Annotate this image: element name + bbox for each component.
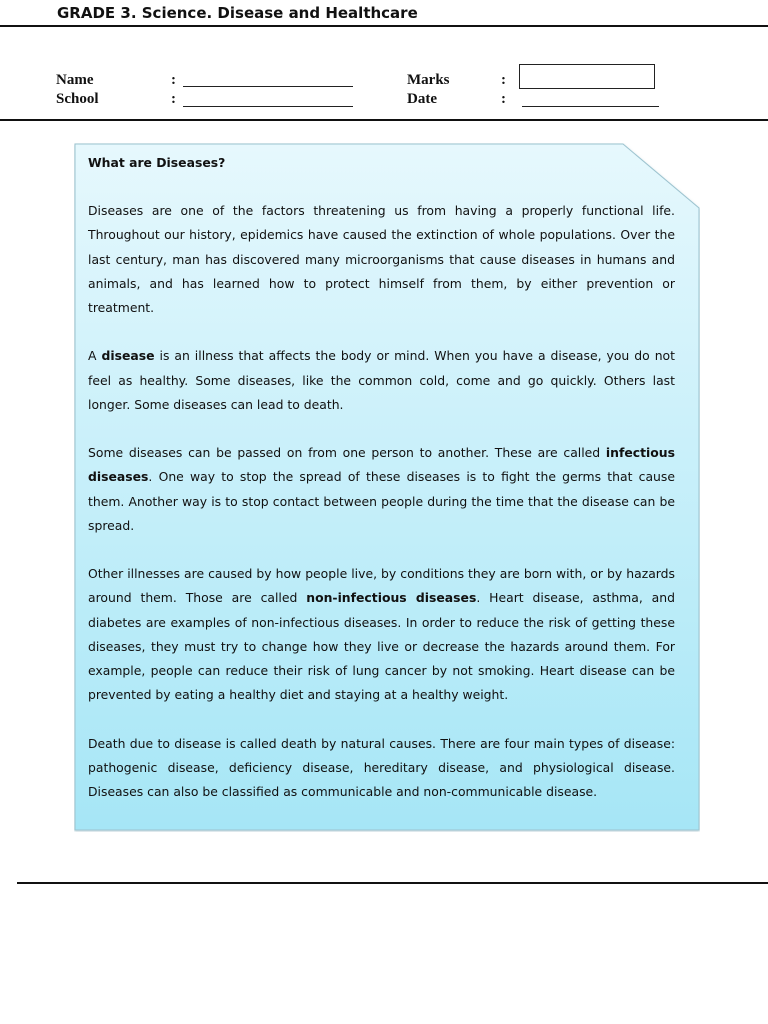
text-run: is an illness that affects the body or mind. When you have a disease, you do not feel as healthy. Some diseases, like the common cold, come and go quickly. Others last longer. Some diseases can lead to death. bbox=[88, 348, 675, 412]
header-divider bbox=[0, 25, 768, 27]
name-field[interactable] bbox=[183, 86, 353, 87]
term-infectious-diseases: infectious diseases bbox=[88, 445, 675, 485]
text-run: . One way to stop the spread of these diseases is to fight the germs that cause them. Another way is to stop contact between people during the time that the disease can be spread. bbox=[88, 469, 675, 533]
date-colon: : bbox=[501, 91, 506, 107]
term-disease: disease bbox=[101, 348, 155, 364]
paragraph-non-infectious bbox=[88, 562, 675, 707]
paragraph-intro: Diseases are one of the factors threatening us from having a properly functional life. Throughout our history, epidemics have caused the extinction of whole populations. Over the last century, man has discovered many microorganisms that cause diseases in humans and animals, and has learned how to protect himself from them, by either prevention or treatment. bbox=[88, 203, 675, 316]
marks-label: Marks bbox=[407, 72, 450, 88]
paragraph-infectious bbox=[88, 441, 675, 538]
paragraph-types: Death due to disease is called death by natural causes. There are four main types of disease: pathogenic disease, deficiency disease, hereditary disease, and physiological disease. Diseases can also be classified as communicable and non-communicable disease. bbox=[88, 735, 675, 800]
term-non-infectious-diseases: non-infectious diseases bbox=[306, 590, 477, 606]
text-run: Other illnesses are caused by how people live, by conditions they are born with, or by hazards around them. Those are called bbox=[88, 566, 675, 606]
name-label: Name bbox=[56, 72, 94, 88]
page-title: GRADE 3. Science. Disease and Healthcare bbox=[57, 4, 418, 22]
text-run: A bbox=[88, 348, 102, 364]
date-field[interactable] bbox=[522, 106, 659, 107]
marks-box[interactable] bbox=[519, 64, 655, 89]
text-run: . Heart disease, asthma, and diabetes are examples of non-infectious diseases. In order to reduce the risk of getting these diseases, they must try to change how they live or decrease the hazards around them. For example, people can reduce their risk of lung cancer by not smoking. Heart disease can be prevented by eating a healthy diet and staying at a healthy weight. bbox=[88, 590, 675, 703]
article-heading: What are Diseases? bbox=[88, 155, 226, 170]
name-colon: : bbox=[171, 72, 176, 88]
article-body bbox=[88, 151, 675, 828]
date-label: Date bbox=[407, 91, 437, 107]
school-colon: : bbox=[171, 91, 176, 107]
text-run: Some diseases can be passed on from one person to another. These are called bbox=[88, 445, 606, 461]
reading-card bbox=[74, 143, 700, 832]
form-divider bbox=[0, 119, 768, 121]
school-label: School bbox=[56, 91, 99, 107]
marks-colon: : bbox=[501, 72, 506, 88]
paragraph-disease-definition bbox=[88, 344, 675, 417]
school-field[interactable] bbox=[183, 106, 353, 107]
footer-divider bbox=[17, 882, 768, 884]
